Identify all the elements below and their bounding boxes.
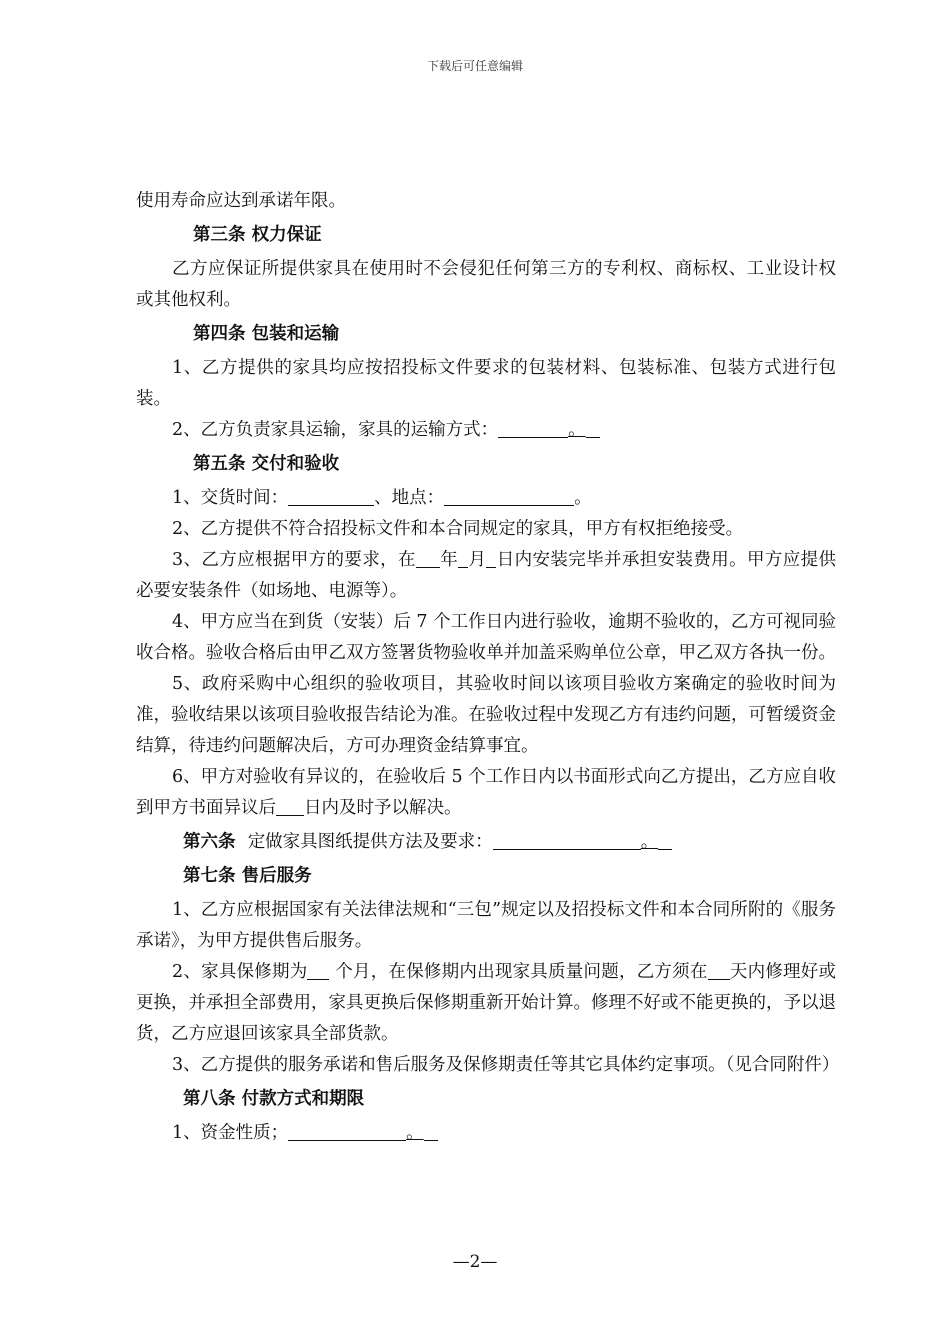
text: 个月，在保修期内出现家具质量问题，乙方须在 [329, 962, 708, 982]
fill-blank [424, 1118, 438, 1141]
text: 2、乙方负责家具运输，家具的运输方式： [172, 420, 499, 440]
article-3-heading: 第三条 权力保证 [193, 225, 322, 245]
paragraph: 1、乙方提供的家具均应按招投标文件要求的包装材料、包装标准、包装方式进行包装。 [136, 358, 836, 409]
text: 日内安装完毕并承担安装费用。甲方应提供必要安装条件（如场地、电源等）。 [136, 550, 837, 601]
fill-blank [444, 483, 574, 506]
text: 定做家具图纸提供方法及要求： [247, 832, 493, 852]
fill-blank [307, 957, 329, 980]
article-6-heading [136, 827, 836, 858]
fill-blank [658, 827, 672, 850]
fill-blank [288, 483, 374, 506]
article-5-heading: 第五条 交付和验收 [193, 454, 340, 474]
article-8-heading: 第八条 付款方式和期限 [183, 1089, 365, 1109]
paragraph: 乙方应保证所提供家具在使用时不会侵犯任何第三方的专利权、商标权、工业设计权或其他权利。 [136, 259, 836, 310]
fill-blank [486, 545, 496, 568]
article-4-heading: 第四条 包装和运输 [193, 324, 340, 344]
paragraph: 5、政府采购中心组织的验收项目，其验收时间以该项目验收方案确定的验收时间为准，验收结果以该项目验收报告结论为准。在验收过程中发现乙方有违约问题，可暂缓资金结算，待违约问题解决后，方可办理资金结算事宜。 [136, 674, 836, 756]
text: 1、交货时间： [172, 488, 289, 508]
page-number: —2— [452, 1252, 498, 1272]
text: 月 [468, 550, 487, 570]
fill-blank [498, 415, 568, 438]
fill-blank [586, 415, 600, 438]
text: 1、资金性质； [172, 1123, 289, 1143]
fill-blank [493, 827, 641, 850]
text: 。 [640, 832, 659, 852]
paragraph [136, 483, 836, 514]
contract-body [136, 186, 840, 1149]
paragraph [136, 1118, 836, 1149]
fill-blank [276, 793, 304, 816]
paragraph: 3、乙方提供的服务承诺和售后服务及保修期责任等其它具体约定事项。（见合同附件） [172, 1055, 840, 1075]
text: 。 [574, 488, 592, 508]
paragraph: 1、乙方应根据国家有关法律法规和“三包”规定以及招投标文件和本合同所附的《服务承诺》，为甲方提供售后服务。 [136, 900, 836, 951]
text: 。 [406, 1123, 424, 1143]
text: 3、乙方应根据甲方的要求，在 [172, 550, 416, 570]
paragraph: 2、乙方提供不符合招投标文件和本合同规定的家具，甲方有权拒绝接受。 [172, 519, 744, 539]
fill-blank [458, 545, 468, 568]
text: 2、家具保修期为 [172, 962, 308, 982]
fill-blank [288, 1118, 406, 1141]
text: 6、甲方对验收有异议的，在验收后 5 个工作日内以书面形式向乙方提出，乙方应自收到甲方书面异议后 [136, 767, 836, 818]
paragraph [136, 545, 836, 607]
paragraph [136, 957, 836, 1050]
text: 日内及时予以解决。 [304, 798, 462, 818]
fill-blank [708, 957, 730, 980]
text: 。 [568, 420, 586, 440]
page-header: 下载后可任意编辑 [426, 59, 523, 73]
paragraph [136, 415, 836, 446]
article-number: 第六条 [183, 832, 236, 852]
fill-blank [416, 545, 440, 568]
paragraph [136, 762, 836, 824]
article-7-heading: 第七条 售后服务 [183, 866, 312, 886]
paragraph: 4、甲方应当在到货（安装）后 7 个工作日内进行验收，逾期不验收的，乙方可视同验收合格。验收合格后由甲乙双方签署货物验收单并加盖采购单位公章，甲乙双方各执一份。 [136, 612, 836, 663]
text: 年 [439, 550, 459, 570]
paragraph: 使用寿命应达到承诺年限。 [136, 191, 346, 211]
text: 、地点： [374, 488, 445, 508]
text: 天内修理好或更换，并承担全部费用，家具更换后保修期重新开始计算。修理不好或不能更换的，予以退货，乙方应退回该家具全部货款。 [136, 962, 837, 1044]
